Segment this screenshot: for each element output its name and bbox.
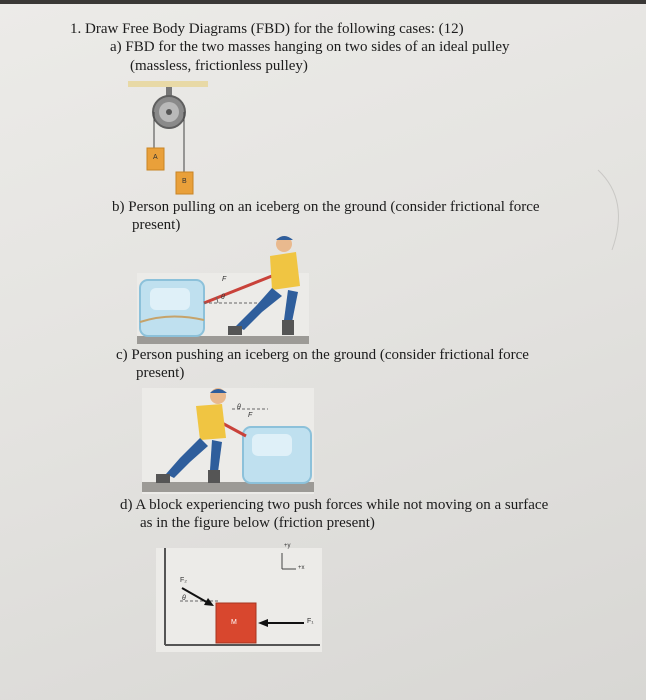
mass-a-label: A bbox=[153, 154, 158, 161]
question-title: 1. Draw Free Body Diagrams (FBD) for the following cases: (12) bbox=[70, 21, 464, 37]
part-b-line2: present) bbox=[132, 217, 181, 233]
part-a-line2: (massless, frictionless pulley) bbox=[130, 58, 308, 74]
f1-label: F₁ bbox=[307, 618, 314, 625]
push-force-label: F bbox=[248, 412, 253, 419]
f2-label: F₂ bbox=[180, 577, 187, 584]
part-a-line1: a) FBD for the two masses hanging on two sides of an ideal pulley bbox=[110, 39, 510, 55]
part-d-line2: as in the figure below (friction present) bbox=[140, 515, 375, 531]
part-d-line1: d) A block experiencing two push forces while not moving on a surface bbox=[120, 497, 549, 513]
part-c-line2: present) bbox=[136, 365, 185, 381]
axis-x-label: +x bbox=[298, 565, 305, 571]
mass-b-label: B bbox=[182, 178, 187, 185]
f2-angle-label: θ bbox=[182, 595, 186, 602]
axis-y-label: +y bbox=[284, 543, 291, 549]
page-curve-line bbox=[598, 170, 618, 250]
part-b-line1: b) Person pulling on an iceberg on the ground (consider frictional force bbox=[112, 199, 540, 215]
pull-force-label: F bbox=[222, 276, 227, 283]
pull-angle-label: θ bbox=[221, 294, 225, 301]
part-c-line1: c) Person pushing an iceberg on the ground (consider frictional force bbox=[116, 347, 529, 363]
mass-m-label: M bbox=[231, 619, 237, 626]
push-angle-label: θ bbox=[237, 404, 241, 411]
